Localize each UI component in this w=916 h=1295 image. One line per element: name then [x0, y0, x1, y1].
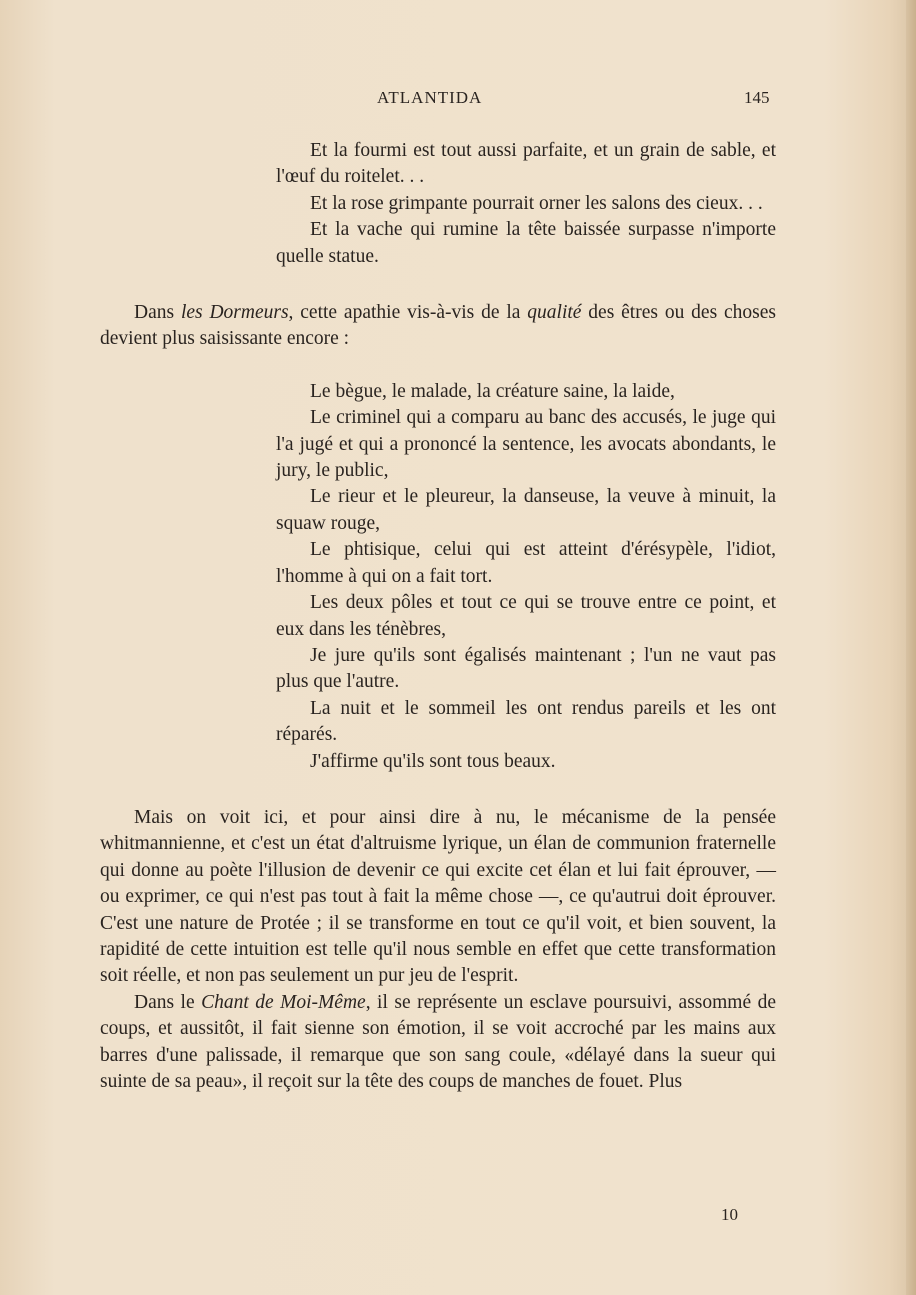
paragraph-chant: Dans le Chant de Moi-Même, il se représente un esclave poursuivi, assommé de coups, et aussitôt, il fait sienne son émotion, il se voit accroché par les mains aux barres d'une palissade, il remarque que son sang coule, «délayé dans la sueur qui suinte de sa peau», il reçoit sur la tête des coups de manches de fouet. Plus [100, 991, 777, 1092]
running-title: ATLANTIDA [377, 88, 483, 107]
verse-line: J'affirme qu'ils sont tous beaux. [310, 750, 556, 772]
page-edge [906, 0, 916, 1295]
signature-mark: 10 [721, 1205, 738, 1224]
verse-line: Et la rose grimpante pourrait orner les salons des cieux. . . [310, 192, 763, 214]
page-header [0, 88, 916, 112]
verse-line: Le criminel qui a comparu au banc des accusés, le juge qui l'a jugé et qui a prononcé la sentence, les avocats abondants, le jury, le public, [276, 407, 776, 482]
page-body [100, 138, 776, 1095]
verse-block-top [276, 138, 776, 270]
verse-line: Le phtisique, celui qui est atteint d'érésypèle, l'idiot, l'homme à qui on a fait tort. [276, 539, 776, 587]
paragraph-intro: Dans les Dormeurs, cette apathie vis-à-vis de la qualité des êtres ou des choses devient plus saisissante encore : [100, 302, 777, 350]
italic-title-dormeurs: les Dormeurs [180, 302, 289, 324]
paragraph-mais: Mais on voit ici, et pour ainsi dire à nu, le mécanisme de la pensée whitmannienne, et c'est un état d'altruisme lyrique, un élan de communion fraternelle qui donne au poète l'illusion de devenir ce qui excite cet élan et lui fait éprouver, — ou exprimer, ce qui n'est pas tout à fait la même chose —, ce qu'autrui doit éprouver. C'est une nature de Protée ; il se transforme en tout ce qu'il voit, et bien souvent, la rapidité de cette intuition est telle qu'il nous semble en effet que cette transformation soit réelle, et non pas seulement un pur jeu de l'esprit. [100, 806, 776, 987]
verse-line: Et la fourmi est tout aussi parfaite, et un grain de sable, et l'œuf du roitelet. . . [276, 140, 776, 188]
verse-line: Les deux pôles et tout ce qui se trouve entre ce point, et eux dans les ténèbres, [276, 592, 776, 640]
verse-block-dormeurs [276, 379, 776, 775]
verse-line: Je jure qu'ils sont égalisés maintenant ; l'un ne vaut pas plus que l'autre. [276, 644, 776, 693]
verse-line: Le rieur et le pleureur, la danseuse, la veuve à minuit, la squaw rouge, [276, 486, 776, 534]
verse-line: Le bègue, le malade, la créature saine, la laide, [310, 380, 675, 402]
verse-line: Et la vache qui rumine la tête baissée surpasse n'importe quelle statue. [276, 219, 776, 267]
page-number: 145 [744, 88, 770, 107]
italic-title-chant: Chant de Moi-Même [201, 991, 366, 1013]
verse-line: La nuit et le sommeil les ont rendus pareils et les ont réparés. [276, 697, 776, 746]
italic-qualite: qualité [527, 302, 582, 324]
